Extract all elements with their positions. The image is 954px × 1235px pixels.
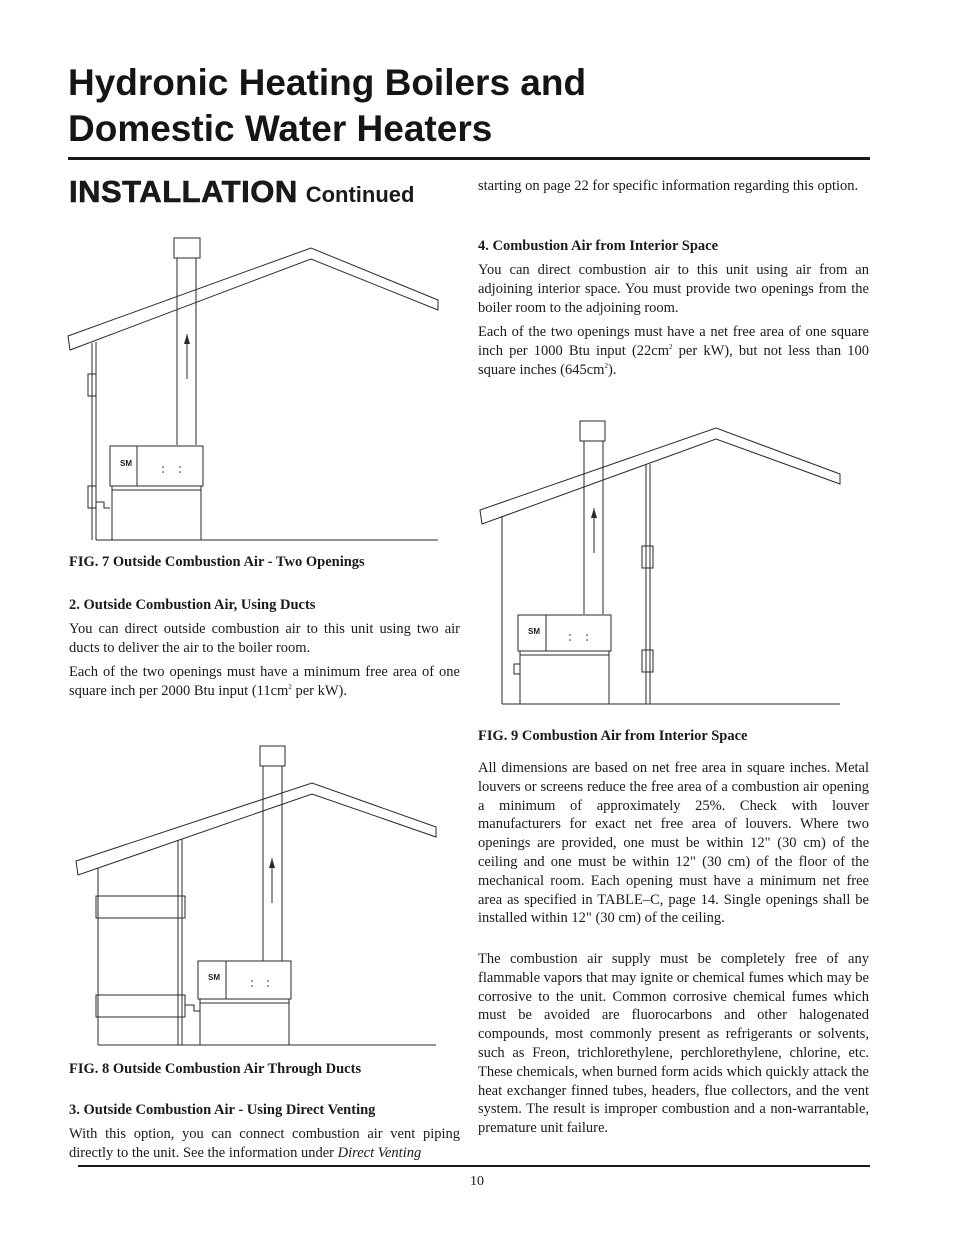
fig9-roof	[480, 428, 840, 524]
fig8-roof	[76, 783, 436, 875]
fig8-boiler	[198, 961, 291, 1045]
section-subtitle: Continued	[305, 182, 415, 207]
dimensions-paragraph: All dimensions are based on net free area in square inches. Metal louvers or screens reduce the free area of a combustion air opening a minimum of approximately 25%. Check with louver manufacturers for exact net free area of louvers. Where two openings are provided, one must be within 12" (30 cm) of the ceiling and one must be within 12" (30 cm) of the floor of the mechanical room. Each opening must have a minimum net free area as specified in TABLE–C, page 14. Single openings shall be installed within 12" (30 cm) of the ceiling.	[478, 760, 869, 927]
item4-para2-sup2: 2	[604, 361, 608, 370]
item4-paragraph-1: You can direct combustion air to this unit using air from an adjoining interior space. You must provide two openings from the boiler room to the adjoining room.	[478, 262, 869, 316]
item3-para-italic: Direct Venting	[337, 1144, 422, 1161]
item4-heading: 4. Combustion Air from Interior Space	[478, 238, 719, 254]
fig9-caption: FIG. 9 Combustion Air from Interior Space	[478, 728, 748, 744]
item3-paragraph	[69, 1125, 460, 1163]
fig9-boiler-label: SM	[528, 627, 540, 636]
continuation-paragraph: starting on page 22 for specific information regarding this option.	[478, 178, 859, 194]
fig9-interior-partition	[642, 464, 653, 704]
item3-para-text: With this option, you can connect combustion air vent piping directly to the unit. See the information under	[69, 1126, 460, 1161]
fig7-caption: FIG. 7 Outside Combustion Air - Two Openings	[69, 554, 365, 570]
title-line-1: Hydronic Heating Boilers and	[68, 62, 587, 103]
item2-paragraph-2	[69, 663, 460, 701]
item2-para2-sup: 2	[288, 682, 292, 691]
section-heading	[69, 174, 414, 210]
item4-para2-text: Each of the two openings must have a net free area of one square inch per 1000 Btu input (22cm	[478, 324, 869, 359]
item2-para2-text: Each of the two openings must have a minimum free area of one square inch per 2000 Btu input (11cm	[69, 664, 460, 699]
page-number: 10	[470, 1174, 484, 1189]
item2-paragraph-1: You can direct outside combustion air to this unit using two air ducts to deliver the air to the boiler room.	[69, 621, 460, 656]
fig7-boiler-label: SM	[120, 459, 132, 468]
item4-paragraph-2	[478, 323, 869, 379]
fig8-chimney-cap	[260, 746, 285, 766]
footer-divider	[78, 1165, 870, 1167]
item4-para2-sup1: 2	[669, 342, 673, 351]
title-line-2: Domestic Water Heaters	[68, 108, 493, 149]
vapors-paragraph: The combustion air supply must be completely free of any flammable vapors that may ignite or chemical fumes which may be corrosive to the unit. Common corrosive chemical fumes which must be avoided are fluorocarbons and other halogenated compounds, most commonly present as refrigerants or solvents, such as Freon, trichlorethylene, perchlorethylene, chlorine, etc. These chemicals, when burned form acids which quickly attack the heat exchanger finned tubes, headers, flue collectors, and the vent system. The result is improper combustion and a non-warrantable, premature unit failure.	[478, 951, 869, 1137]
fig7-roof	[68, 248, 438, 350]
item2-heading: 2. Outside Combustion Air, Using Ducts	[69, 597, 316, 613]
fig7-chimney-cap	[174, 238, 200, 258]
fig7-boiler	[110, 446, 203, 540]
document-title	[68, 60, 888, 152]
item4-para2-mid: per kW), but not less than 100 square inches (645cm	[478, 342, 869, 378]
item3-heading: 3. Outside Combustion Air - Using Direct Venting	[69, 1102, 376, 1118]
fig8-air-ducts	[96, 839, 200, 1045]
fig8-caption: FIG. 8 Outside Combustion Air Through Ducts	[69, 1061, 362, 1077]
fig8-boiler-label: SM	[208, 973, 220, 982]
fig9-boiler	[514, 615, 611, 704]
fig7-illustration	[66, 234, 442, 544]
item2-para2-end: per kW).	[291, 682, 347, 699]
fig8-illustration	[72, 743, 442, 1048]
section-title: INSTALLATION	[69, 174, 298, 209]
fig9-chimney-cap	[580, 421, 605, 441]
title-divider	[68, 157, 870, 160]
item4-para2-end: ).	[607, 361, 617, 378]
fig9-illustration	[476, 418, 844, 708]
